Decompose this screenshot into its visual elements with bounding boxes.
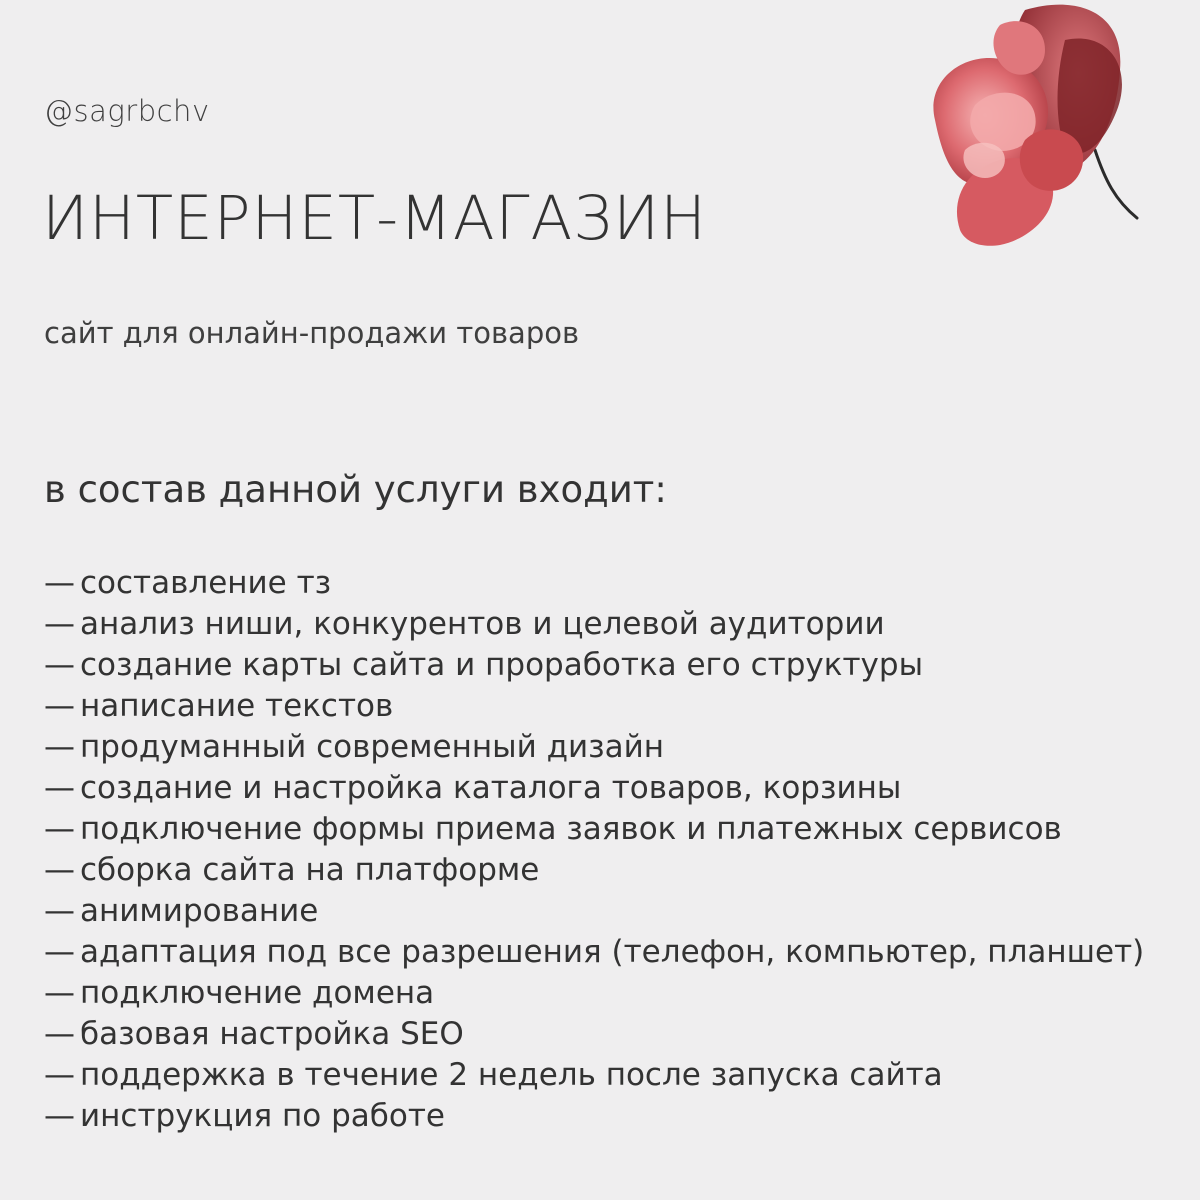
list-item <box>44 891 1144 932</box>
list-item-text: анимирование <box>80 893 319 929</box>
bullet: — <box>44 1098 75 1134</box>
list-item-text: базовая настройка SEO <box>80 1016 464 1052</box>
bullet: — <box>44 1016 75 1052</box>
bullet: — <box>44 893 75 929</box>
list-item-text: поддержка в течение 2 недель после запуска сайта <box>80 1057 943 1093</box>
bullet: — <box>44 811 75 847</box>
bullet: — <box>44 647 75 683</box>
list-item-text: создание и настройка каталога товаров, корзины <box>80 770 902 806</box>
list-item <box>44 973 1144 1014</box>
list-item-text: создание карты сайта и проработка его структуры <box>80 647 924 683</box>
bullet: — <box>44 852 75 888</box>
list-item <box>44 850 1144 891</box>
list-item-text: сборка сайта на платформе <box>80 852 540 888</box>
list-item <box>44 932 1144 973</box>
list-item <box>44 727 1144 768</box>
handle: @sagrbchv <box>44 94 210 128</box>
bullet: — <box>44 975 75 1011</box>
list-item-text: составление тз <box>80 565 332 601</box>
list-item-text: адаптация под все разрешения (телефон, компьютер, планшет) <box>80 934 1145 970</box>
flower-illustration-icon <box>905 0 1155 250</box>
list-item-text: анализ ниши, конкурентов и целевой аудитории <box>80 606 885 642</box>
list-item-text: инструкция по работе <box>80 1098 445 1134</box>
bullet: — <box>44 565 75 601</box>
list-item <box>44 809 1144 850</box>
services-heading: в состав данной услуги входит: <box>44 468 667 511</box>
list-item-text: написание текстов <box>80 688 394 724</box>
services-list <box>44 563 1144 1137</box>
page-subtitle: сайт для онлайн-продажи товаров <box>44 316 580 350</box>
list-item <box>44 563 1144 604</box>
bullet: — <box>44 770 75 806</box>
bullet: — <box>44 729 75 765</box>
bullet: — <box>44 934 75 970</box>
bullet: — <box>44 1057 75 1093</box>
list-item-text: продуманный современный дизайн <box>80 729 665 765</box>
list-item <box>44 1096 1144 1137</box>
list-item <box>44 1014 1144 1055</box>
list-item-text: подключение формы приема заявок и платежных сервисов <box>80 811 1062 847</box>
list-item <box>44 686 1144 727</box>
bullet: — <box>44 688 75 724</box>
list-item <box>44 768 1144 809</box>
bullet: — <box>44 606 75 642</box>
list-item <box>44 604 1144 645</box>
list-item-text: подключение домена <box>80 975 435 1011</box>
page-title: ИНТЕРНЕТ-МАГАЗИН <box>42 183 707 254</box>
list-item <box>44 1055 1144 1096</box>
list-item <box>44 645 1144 686</box>
